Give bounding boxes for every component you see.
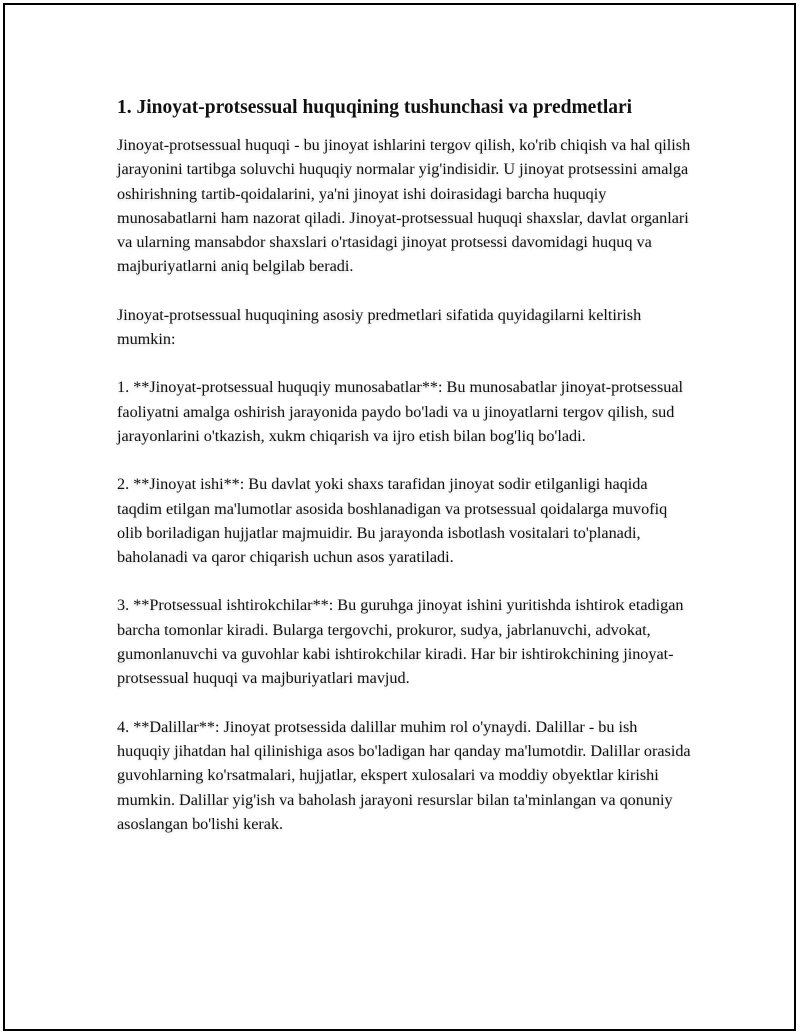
- document-body: [117, 95, 692, 860]
- list-item-criminal-case: 2. **Jinoyat ishi**: Bu davlat yoki shaxs tarafidan jinoyat sodir etilganligi haqida taqdim etilgan ma'lumotlar asosida boshlanadigan va protsessual qoidalarga muvofiq olib boriladigan hujjatlar majmuidir. Bu jarayonda isbotlash vositalari to'planadi, baholanadi va qaror chiqarish uchun asos yaratiladi.: [117, 475, 668, 567]
- section-heading: 1. Jinoyat-protsessual huquqining tushunchasi va predmetlari: [117, 97, 633, 118]
- subjects-lead-paragraph: Jinoyat-protsessual huquqining asosiy predmetlari sifatida quyidagilarni keltirish mumkin:: [117, 305, 642, 349]
- list-item-evidence: 4. **Dalillar**: Jinoyat protsessida dalillar muhim rol o'ynaydi. Dalillar - bu ish huquqiy jihatdan hal qilinishiga asos bo'ladigan har qanday ma'lumotdir. Dalillar orasida guvohlarning ko'rsatmalari, hujjatlar, ekspert xulosalari va moddiy obyektlar kirishi mumkin. Dalillar yig'ish va baholash jarayoni resurslar bilan ta'minlangan va qonuniy asoslangan bo'lishi kerak.: [117, 717, 691, 833]
- list-item-participants: 3. **Protsessual ishtirokchilar**: Bu guruhga jinoyat ishini yuritishda ishtirok etadigan barcha tomonlar kiradi. Bularga tergovchi, prokuror, sudya, jabrlanuvchi, advokat, gumonlanuvchi va guvohlar kabi ishtirokchilar kiradi. Har bir ishtirokchining jinoyat-protsessual huquqi va majburiyatlari mavjud.: [117, 596, 684, 688]
- list-item-legal-relations: 1. **Jinoyat-protsessual huquqiy munosabatlar**: Bu munosabatlar jinoyat-protsessual faoliyatni amalga oshirish jarayonida paydo bo'ladi va u jinoyatlarni tergov qilish, sud jarayonlarini o'tkazish, xukm chiqarish va ijro etish bilan bog'liq bo'ladi.: [117, 378, 684, 445]
- intro-paragraph: Jinoyat-protsessual huquqi - bu jinoyat ishlarini tergov qilish, ko'rib chiqish va hal qilish jarayonini tartibga soluvchi huquqiy normalar yig'indisidir. U jinoyat protsessini amalga oshirishning tartib-qoidalarini, ya'ni jinoyat ishi doirasidagi barcha huquqiy munosabatlarni ham nazorat qiladi. Jinoyat-protsessual huquqi shaxslar, davlat organlari va ularning mansabdor shaxslari o'rtasidagi jinoyat protsessi davomidagi huquq va majburiyatlarni aniq belgilab beradi.: [117, 136, 691, 276]
